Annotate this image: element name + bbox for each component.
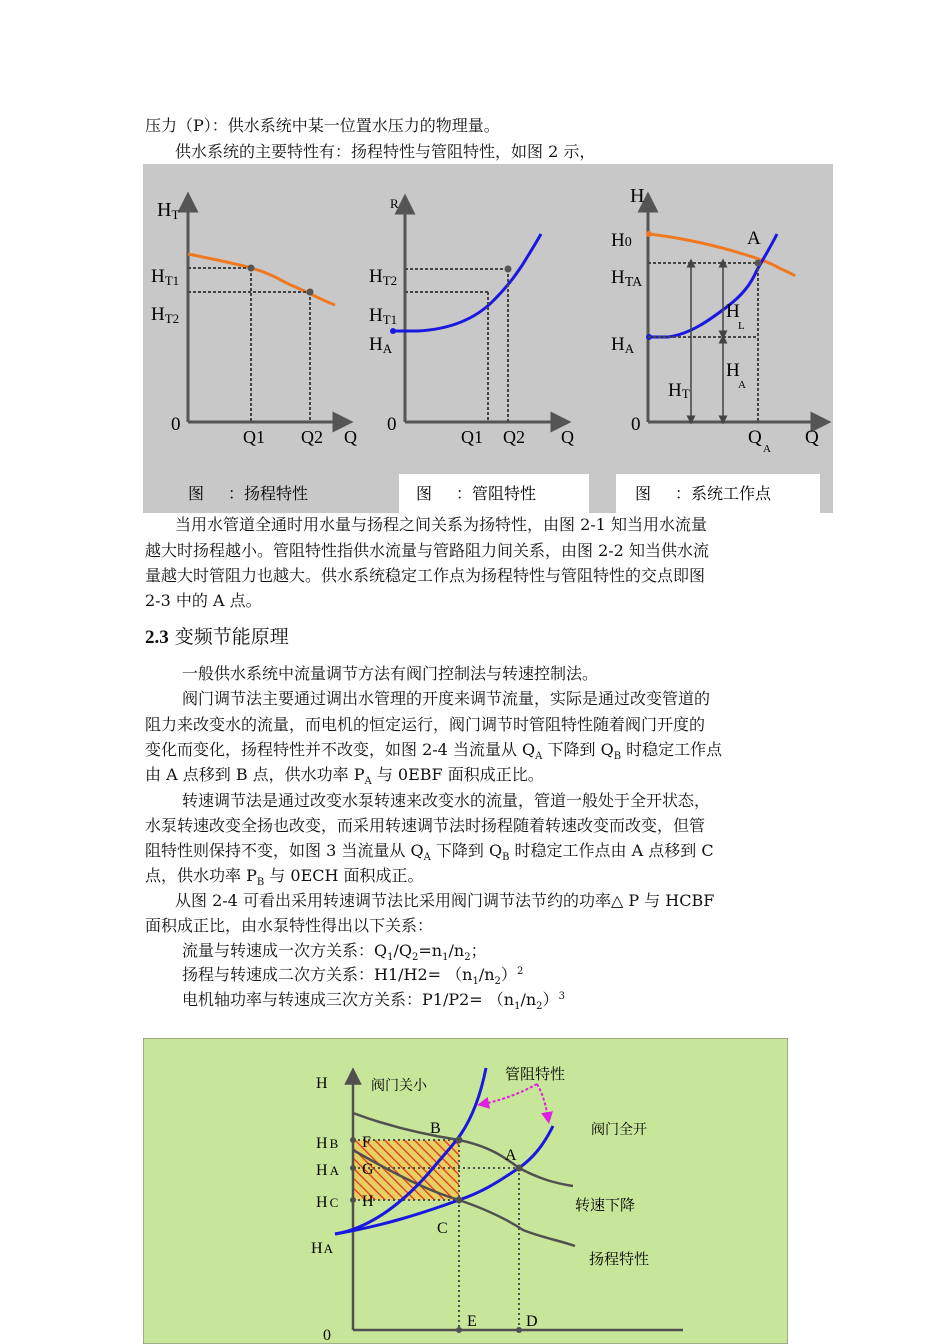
svg-text:Q2: Q2: [301, 427, 323, 447]
figure-energy-saving: [143, 1038, 788, 1344]
section-heading: 2.3 变频节能原理: [145, 626, 289, 648]
svg-text:B: B: [430, 1120, 441, 1137]
svg-text:HA: H A: [316, 1162, 339, 1179]
svg-text:0: 0: [631, 414, 641, 435]
svg-text:H: H: [630, 185, 645, 207]
para-4-line-1: 转速调节法是通过改变水泵转速来改变水的流量，管道一般处于全开状态，: [182, 791, 711, 810]
svg-text:A: A: [747, 228, 761, 249]
svg-text:Q: Q: [805, 427, 819, 448]
svg-text:HT1: HT1: [151, 266, 180, 288]
svg-text:Q: Q: [748, 427, 762, 448]
para-1-line-4: 2-3 中的 A 点。: [145, 591, 262, 610]
svg-text:C: C: [437, 1220, 448, 1237]
figure-2-background: [143, 1038, 788, 1344]
svg-text:R: R: [390, 196, 399, 211]
svg-text:HT: HT: [157, 199, 180, 222]
relation-power: 电机轴功率与转速成三次方关系：$P1/P2= (n_1/n_2)^3$: [182, 990, 565, 1012]
svg-text:0: 0: [387, 414, 397, 435]
figure-characteristics: [143, 164, 833, 513]
svg-text:0: 0: [323, 1327, 331, 1344]
svg-text:F: F: [362, 1134, 371, 1151]
svg-text:HA: HA: [611, 334, 635, 356]
svg-text:Q1: Q1: [461, 427, 483, 447]
relation-flow: 流量与转速成一次方关系：$Q_1/Q_2=n_1/n_2$；: [182, 941, 487, 963]
para-1-line-1: 当用水管道全通时用水量与扬程之间关系为扬特性，由图 2-1 知当用水流量: [175, 515, 707, 534]
svg-text:HA: HA: [311, 1240, 333, 1257]
svg-text:HT: HT: [668, 380, 690, 401]
svg-text:H: H: [726, 360, 740, 381]
svg-text:A: A: [505, 1147, 517, 1164]
svg-text:转速下降: 转速下降: [575, 1198, 636, 1214]
svg-text:L: L: [738, 320, 745, 332]
para-3-line-2: 阻力来改变水的流量，而电机的恒定运行，阀门调节时管阻特性随着阀门开度的: [145, 715, 706, 734]
text-line-characteristics: 供水系统的主要特性有：扬程特性与管阻特性，如图 2 示，: [175, 142, 596, 161]
svg-text:HTA: HTA: [611, 267, 643, 290]
caption-head: 图 ：扬程特性: [188, 486, 309, 503]
svg-text:Q: Q: [561, 427, 574, 447]
svg-text:0: 0: [171, 414, 181, 435]
para-5-line-2: 面积成正比，由水泵特性得出以下关系：: [145, 916, 434, 935]
svg-text:H: H: [316, 1075, 328, 1092]
svg-text:阀门关小: 阀门关小: [371, 1079, 427, 1094]
svg-text:D: D: [526, 1313, 538, 1330]
caption-operating: 图 ：系统工作点: [635, 486, 772, 503]
svg-text:H: H: [726, 301, 740, 322]
svg-text:HB: H B: [316, 1135, 339, 1152]
svg-text:扬程特性: 扬程特性: [589, 1252, 650, 1268]
svg-text:Q1: Q1: [243, 427, 265, 447]
svg-text:HT1: HT1: [369, 305, 398, 327]
svg-text:HT2: HT2: [151, 304, 180, 326]
svg-text:HA: HA: [369, 334, 393, 356]
para-4-line-4: 点，供水功率 $P_B$ 与 0ECH 面积成正。: [145, 866, 424, 888]
para-1-line-3: 量越大时管阻力也越大。供水系统稳定工作点为扬程特性与管阻特性的交点即图: [145, 566, 706, 585]
svg-text:A: A: [763, 443, 771, 455]
para-4-line-2: 水泵转速改变全扬也改变，而采用转速调节法时扬程随着转速改变而改变，但管: [145, 816, 706, 835]
svg-text:HT2: HT2: [369, 266, 398, 288]
para-4-line-3: 阻特性则保持不变，如图 3 当流量从 $Q_A$ 下降到 $Q_B$ 时稳定工作点由 A 点移到 C: [145, 841, 714, 863]
text-line-pressure: 压力（P）：供水系统中某一位置水压力的物理量。: [145, 116, 500, 135]
svg-text:HC: H C: [316, 1194, 339, 1211]
para-5-line-1: 从图 2-4 可看出采用转速调节法比采用阀门调节法节约的功率△ P 与 HCBF: [175, 891, 715, 910]
svg-text:管阻特性: 管阻特性: [505, 1067, 566, 1083]
svg-text:A: A: [738, 379, 746, 391]
svg-text:G: G: [362, 1161, 374, 1178]
para-1-line-2: 越大时扬程越小。管阻特性指供水流量与管路阻力间关系，由图 2-2 知当供水流: [145, 541, 709, 560]
svg-text:阀门全开: 阀门全开: [591, 1123, 647, 1138]
para-3-line-4: 由 A 点移到 B 点，供水功率 $P_A$ 与 0EBF 面积成正比。: [145, 765, 544, 787]
svg-text:H0: H0: [611, 230, 632, 251]
svg-text:H: H: [362, 1193, 374, 1210]
para-3-line-1: 阀门调节法主要通过调出水管理的开度来调节流量，实际是通过改变管道的: [182, 689, 711, 708]
para-2: 一般供水系统中流量调节方法有阀门控制法与转速控制法。: [182, 664, 599, 683]
relation-head: 扬程与转速成二次方关系：$H1/H2= (n_1/n_2)^2$: [182, 965, 524, 987]
svg-text:Q2: Q2: [503, 427, 525, 447]
svg-text:E: E: [467, 1313, 477, 1330]
caption-pipe: 图 ：管阻特性: [416, 486, 537, 503]
para-3-line-3: 变化而变化，扬程特性并不改变，如图 2-4 当流量从 $Q_A$ 下降到 $Q_B$ 时稳定工作点: [145, 740, 723, 762]
svg-text:Q: Q: [344, 427, 357, 447]
